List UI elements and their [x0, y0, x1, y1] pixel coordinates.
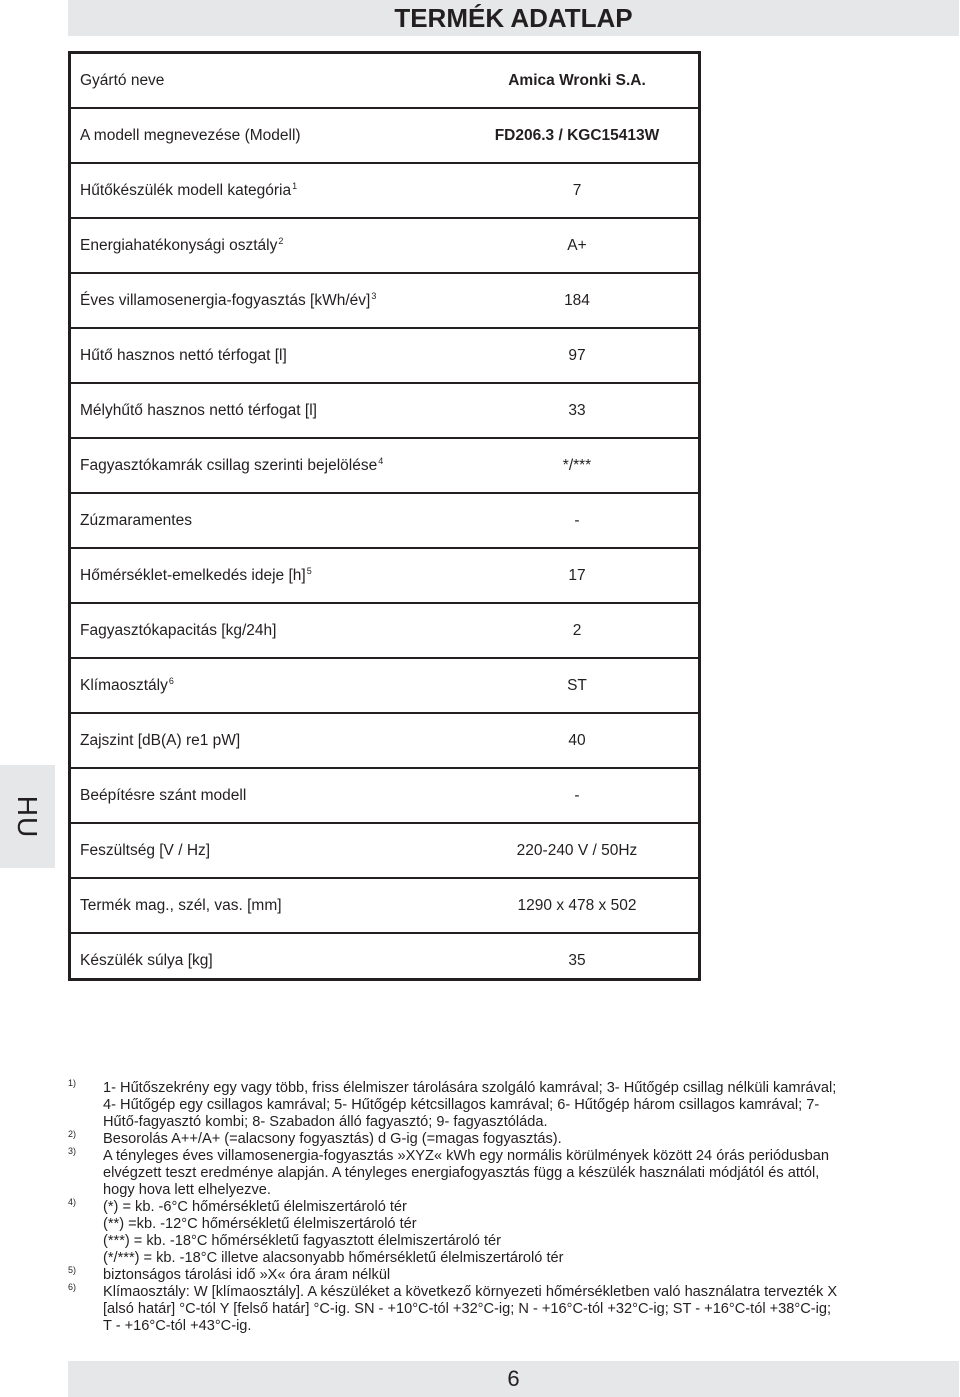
footnote [68, 1199, 958, 1267]
spec-label-text: Mélyhűtő hasznos nettó térfogat [l] [80, 402, 317, 419]
language-tab [0, 765, 55, 868]
product-data-table [68, 51, 701, 981]
footnote [68, 1080, 958, 1131]
footnote-text: 1- Hűtőszekrény egy vagy több, friss élelmiszer tárolására szolgáló kamrával; 3- Hűtőgép csillag nélküli kamrával; [103, 1080, 837, 1096]
spec-label [80, 934, 213, 987]
spec-label [80, 219, 283, 272]
spec-label [80, 274, 376, 327]
spec-label-text: Klímaosztály [80, 677, 168, 694]
footnote [68, 1131, 958, 1148]
table-row [71, 604, 698, 659]
spec-value: Amica Wronki S.A. [508, 72, 646, 89]
spec-label-text: Éves villamosenergia-fogyasztás [kWh/év] [80, 292, 371, 309]
page-number-bar [68, 1361, 959, 1397]
footnote-ref: 5 [306, 565, 312, 576]
footnote-mark: 3) [68, 1146, 77, 1156]
spec-label [80, 494, 192, 547]
table-row [71, 274, 698, 329]
table-row [71, 329, 698, 384]
table-row [71, 439, 698, 494]
spec-label-text: Zajszint [dB(A) re1 pW] [80, 732, 241, 749]
footnote-mark: 6) [68, 1282, 77, 1292]
spec-label-text: Zúzmaramentes [80, 512, 192, 529]
footnote-text: (***) = kb. -18°C hőmérsékletű fagyasztott élelmiszertároló tér [103, 1233, 502, 1249]
spec-label-text: Gyártó neve [80, 72, 165, 89]
spec-value: - [574, 787, 580, 804]
spec-value: 184 [564, 292, 590, 309]
footnote [68, 1148, 958, 1199]
table-row [71, 54, 698, 109]
table-row [71, 384, 698, 439]
spec-label-text: Fagyasztókamrák csillag szerinti bejelölése [80, 457, 378, 474]
spec-label [80, 384, 317, 437]
footnote-text: A tényleges éves villamosenergia-fogyasztás »XYZ« kWh egy normális körülmények között 24 órás periódusban [103, 1148, 829, 1164]
spec-value: 1290 x 478 x 502 [517, 897, 637, 914]
spec-label-text: Hűtőkészülék modell kategória [80, 182, 292, 199]
spec-label [80, 329, 287, 382]
spec-label [80, 824, 210, 877]
footnote-ref: 3 [371, 290, 377, 301]
table-row [71, 934, 698, 989]
footnote-ref: 6 [168, 675, 174, 686]
footnote [68, 1284, 958, 1335]
footnote-text: 4- Hűtőgép egy csillagos kamrával; 5- Hűtőgép kétcsillagos kamrával; 6- Hűtőgép három csillagos kamrával; 7- [103, 1097, 820, 1113]
spec-value: ST [567, 677, 587, 694]
spec-label [80, 109, 301, 162]
spec-label [80, 54, 164, 107]
spec-value: 17 [568, 567, 586, 584]
table-row [71, 219, 698, 274]
page-title: TERMÉK ADATLAP [68, 0, 959, 36]
table-row [71, 769, 698, 824]
table-row [71, 659, 698, 714]
footnote-text: (**) =kb. -12°C hőmérsékletű élelmiszertároló tér [103, 1216, 417, 1232]
spec-label [80, 549, 312, 602]
spec-label [80, 879, 282, 932]
spec-label-text: Hőmérséklet-emelkedés ideje [h] [80, 567, 306, 584]
footnote-ref: 2 [278, 235, 284, 246]
spec-label-text: Beépítésre szánt modell [80, 787, 247, 804]
table-row [71, 879, 698, 934]
spec-value: 2 [572, 622, 582, 639]
footnote-text: elvégzett teszt eredménye alapján. A tényleges energiafogyasztás függ a készülék használati módjától és attól, [103, 1165, 820, 1181]
spec-value: 220-240 V / 50Hz [516, 842, 638, 859]
spec-label-text: Feszültség [V / Hz] [80, 842, 211, 859]
table-row [71, 109, 698, 164]
footnote-mark: 4) [68, 1197, 77, 1207]
footnote-mark: 5) [68, 1265, 77, 1275]
spec-value: - [574, 512, 580, 529]
spec-label [80, 714, 240, 767]
spec-value: 97 [568, 347, 586, 364]
spec-label-text: Fagyasztókapacitás [kg/24h] [80, 622, 277, 639]
spec-label-text: Hűtő hasznos nettó térfogat [l] [80, 347, 287, 364]
spec-value: 35 [568, 952, 586, 969]
spec-value: 7 [572, 182, 582, 199]
spec-label-text: Termék mag., szél, vas. [mm] [80, 897, 282, 914]
spec-value: 40 [568, 732, 586, 749]
spec-label [80, 439, 383, 492]
spec-label [80, 659, 174, 712]
footnote-text: biztonságos tárolási idő »X« óra áram nélkül [103, 1267, 391, 1283]
spec-value: A+ [567, 237, 587, 254]
footnote-text: T - +16°C-tól +43°C-ig. [103, 1318, 252, 1334]
footnote-text: (*/***) = kb. -18°C illetve alacsonyabb hőmérsékletű élelmiszertároló tér [103, 1250, 564, 1266]
footnote-ref: 4 [378, 455, 384, 466]
spec-label-text: Készülék súlya [kg] [80, 952, 213, 969]
footnote-mark: 2) [68, 1129, 77, 1139]
spec-value: FD206.3 / KGC15413W [494, 127, 660, 144]
footnote-text: (*) = kb. -6°C hőmérsékletű élelmiszertároló tér [103, 1199, 407, 1215]
footnote-mark: 1) [68, 1078, 77, 1088]
spec-label [80, 769, 246, 822]
table-row [71, 494, 698, 549]
spec-label-text: Energiahatékonysági osztály [80, 237, 278, 254]
table-row [71, 714, 698, 769]
spec-label-text: A modell megnevezése (Modell) [80, 127, 301, 144]
footnote-ref: 1 [292, 180, 298, 191]
table-row [71, 549, 698, 604]
spec-value: 33 [568, 402, 586, 419]
table-row [71, 164, 698, 219]
table-row [71, 824, 698, 879]
footnote-text: Klímaosztály: W [klímaosztály]. A készüléket a következő környezeti hőmérsékletben való használatra tervezték X [103, 1284, 838, 1300]
spec-label [80, 164, 297, 217]
spec-value: */*** [562, 457, 592, 474]
footnote-text: [alsó határ] °C-tól Y [felső határ] °C-ig. SN - +10°C-tól +32°C-ig; N - +16°C-tól +32°C-ig; ST - +16°C-tól +38°C-ig; [103, 1301, 832, 1317]
language-code: HU [12, 795, 44, 838]
spec-label [80, 604, 276, 657]
footnote-text: hogy hova lett elhelyezve. [103, 1182, 271, 1198]
footnote [68, 1267, 958, 1284]
footnote-text: Hűtő-fagyasztó kombi; 8- Szabadon álló fagyasztó; 9- fagyasztóláda. [103, 1114, 548, 1130]
page-number: 6 [507, 1366, 520, 1391]
footnote-text: Besorolás A++/A+ (=alacsony fogyasztás) d G-ig (=magas fogyasztás). [103, 1131, 562, 1147]
footnotes [68, 1080, 958, 1335]
